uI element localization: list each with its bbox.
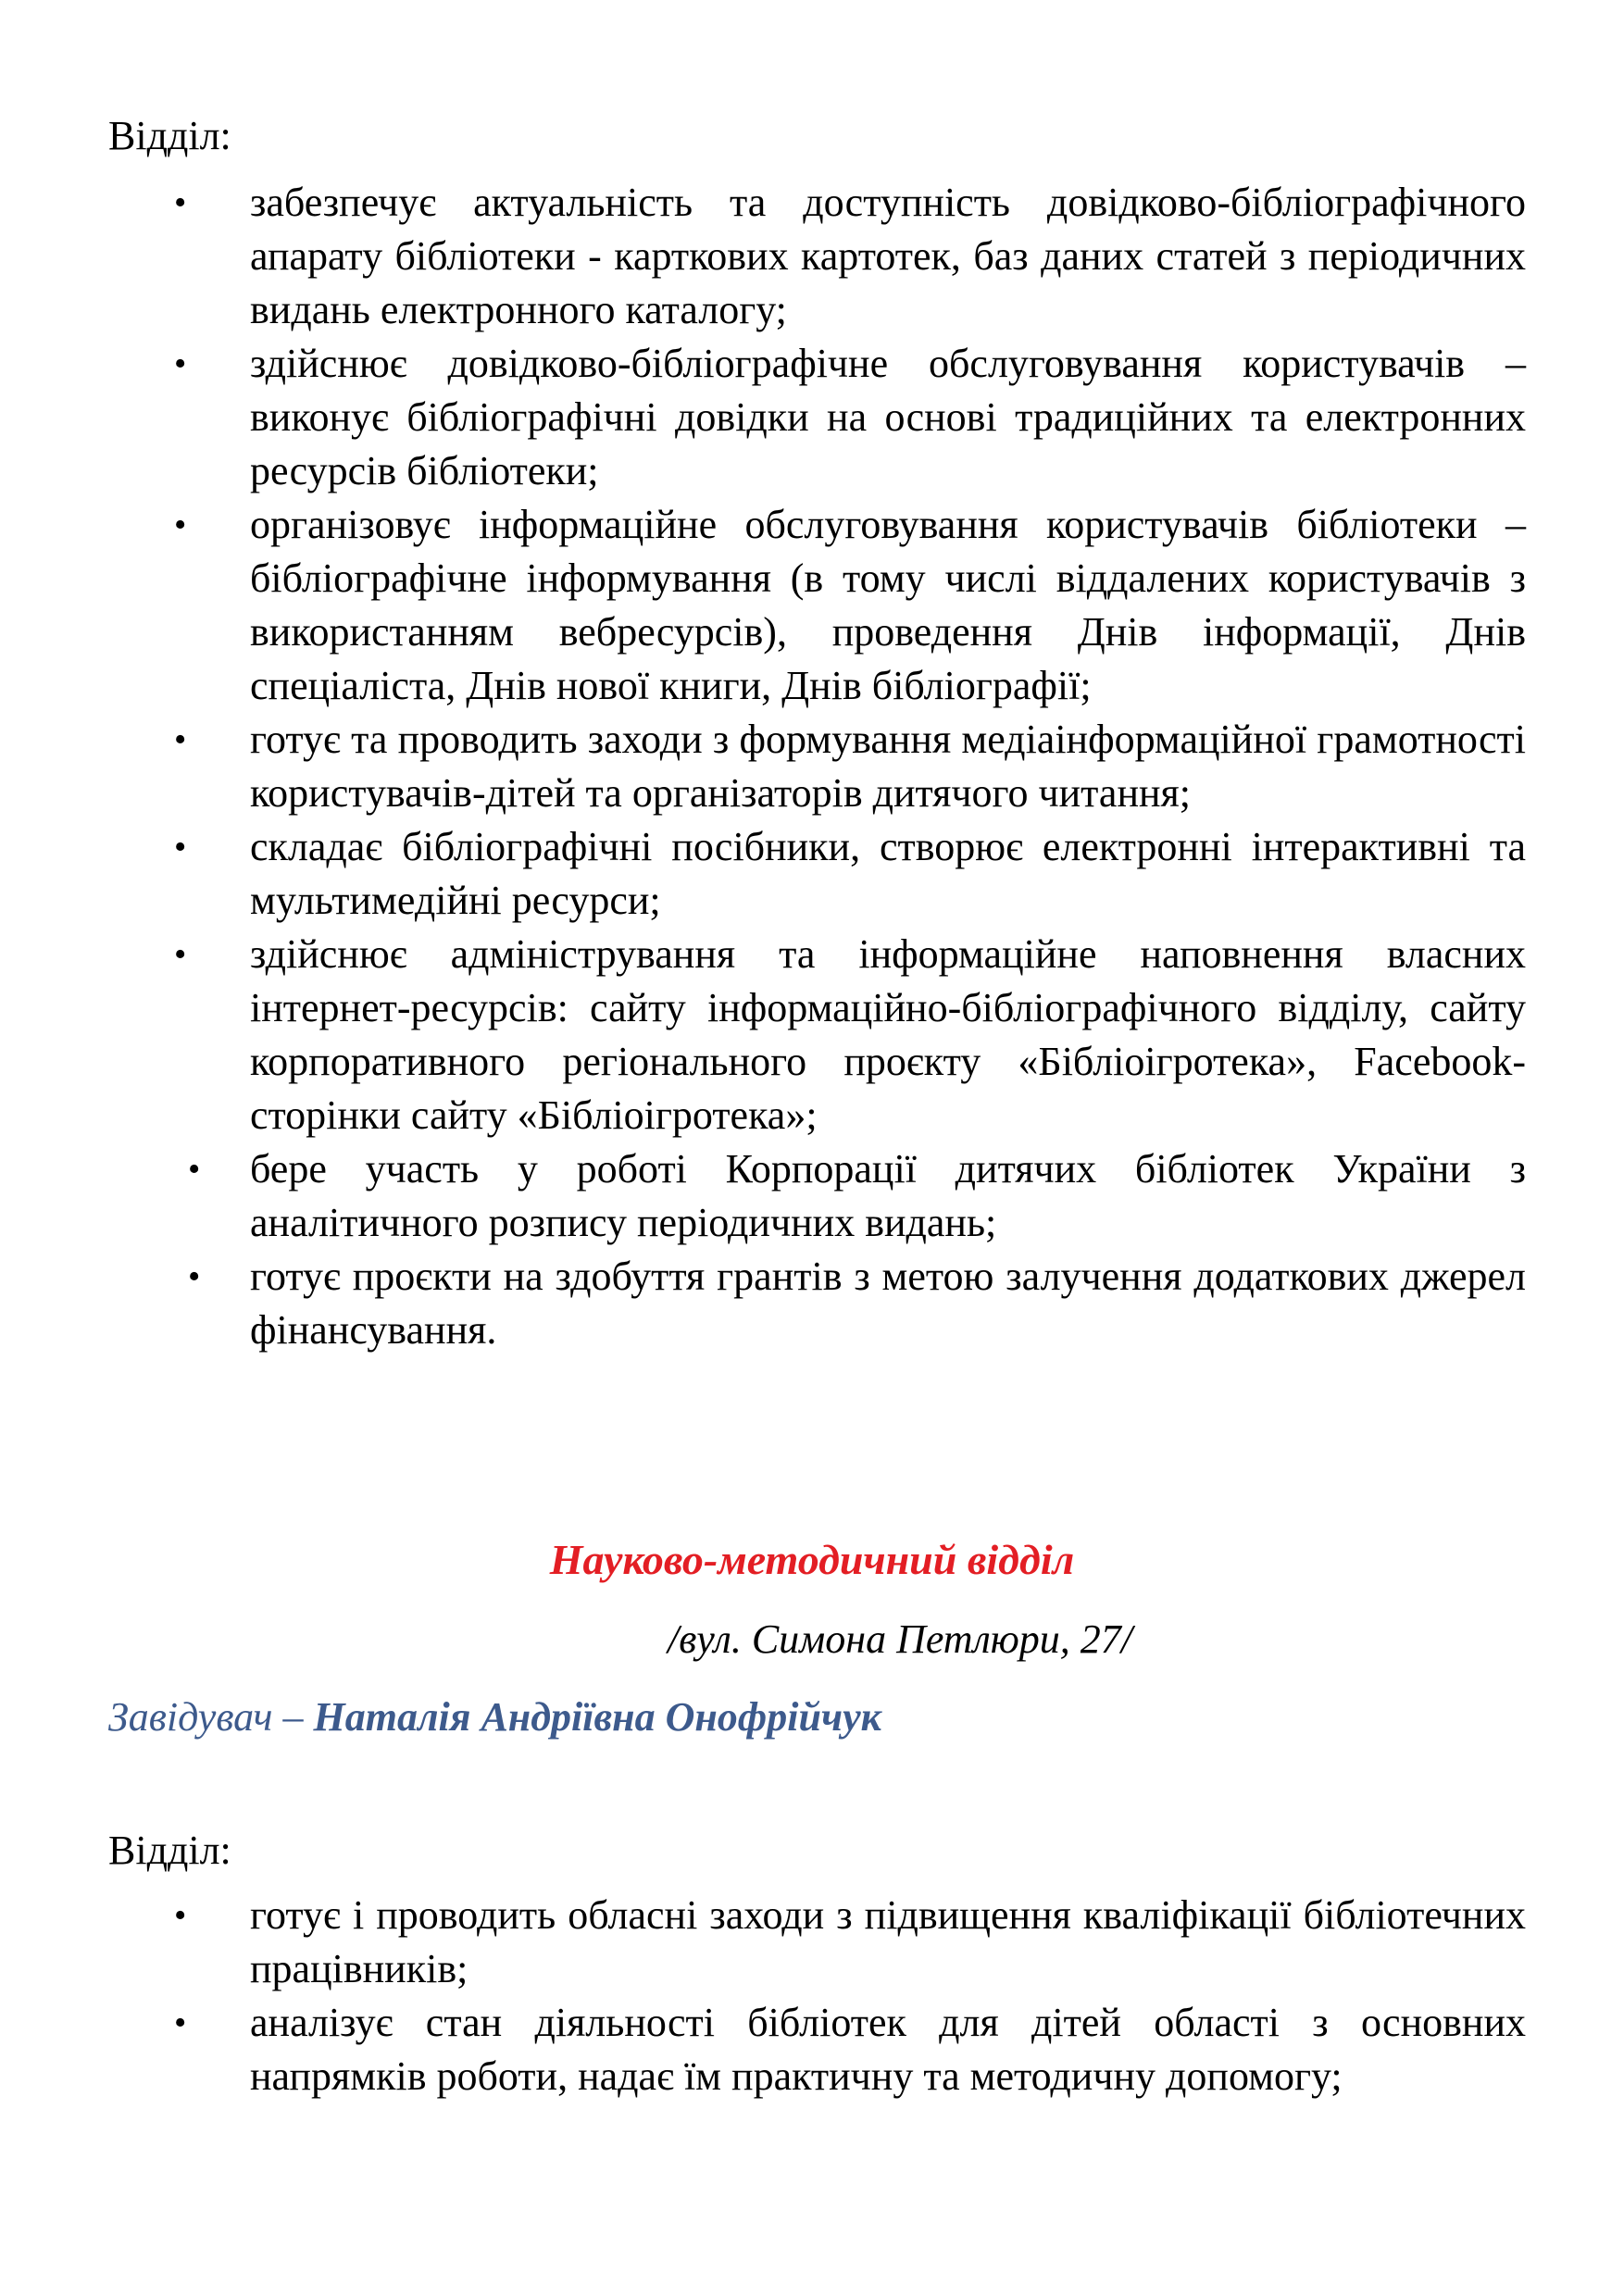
bullet-icon: • bbox=[174, 183, 187, 222]
list-item bbox=[0, 337, 1624, 498]
list-item-text: здійснює довідково-бібліографічне обслуговування користувачів – виконує бібліографічні довідки на основі традиційних та електронних ресурсів бібліотеки; bbox=[250, 341, 1526, 493]
bullet-icon: • bbox=[174, 1896, 187, 1935]
list-item bbox=[0, 713, 1624, 820]
list-item bbox=[0, 1250, 1624, 1357]
list-item bbox=[0, 1142, 1624, 1250]
list-item bbox=[0, 498, 1624, 713]
section1-list bbox=[0, 176, 1624, 1357]
head-name: Наталія Андріївна Онофрійчук bbox=[313, 1694, 881, 1740]
list-item bbox=[0, 176, 1624, 337]
department-address: /вул. Симона Петлюри, 27/ bbox=[667, 1616, 1133, 1662]
list-item-text: складає бібліографічні посібники, створює електронні інтерактивні та мультимедійні ресурси; bbox=[250, 824, 1526, 923]
bullet-icon: • bbox=[174, 720, 187, 759]
bullet-icon: • bbox=[174, 2003, 187, 2042]
bullet-icon: • bbox=[188, 1150, 201, 1189]
list-item bbox=[0, 820, 1624, 928]
list-item-text: забезпечує актуальність та доступність довідково-бібліографічного апарату бібліотеки - карткових картотек, баз даних статей з періодичних видань електронного каталогу; bbox=[250, 180, 1526, 332]
list-item bbox=[0, 1889, 1624, 1996]
list-item-text: бере участь у роботі Корпорації дитячих бібліотек України з аналітичного розпису періодичних видань; bbox=[250, 1146, 1526, 1245]
list-item bbox=[0, 928, 1624, 1142]
list-item-text: готує і проводить обласні заходи з підвищення кваліфікації бібліотечних працівників; bbox=[250, 1892, 1526, 1991]
head-label: Завідувач – bbox=[108, 1694, 314, 1740]
list-item-text: організовує інформаційне обслуговування користувачів бібліотеки – бібліографічне інформування (в тому числі віддалених користувачів з використанням вебресурсів), проведення Днів інформації, Днів спеціаліста, Днів нової книги, Днів бібліографії; bbox=[250, 502, 1526, 708]
section2-list bbox=[0, 1889, 1624, 2103]
bullet-icon: • bbox=[188, 1257, 201, 1296]
list-item-text: готує та проводить заходи з формування медіаінформаційної грамотності користувачів-дітей та організаторів дитячого читання; bbox=[250, 717, 1526, 816]
bullet-icon: • bbox=[174, 828, 187, 867]
bullet-icon: • bbox=[174, 505, 187, 544]
bullet-icon: • bbox=[174, 344, 187, 383]
list-item-text: здійснює адміністрування та інформаційне наповнення власних інтернет-ресурсів: сайту інформаційно-бібліографічного відділу, сайту корпоративного регіонального проєкту «Бібліоігротека», Facebook-сторінки сайту «Бібліоігротека»; bbox=[250, 931, 1526, 1138]
section2-lead: Відділ: bbox=[108, 1828, 231, 1873]
section1-lead: Відділ: bbox=[108, 113, 231, 158]
list-item bbox=[0, 1996, 1624, 2103]
department-head bbox=[108, 1691, 881, 1744]
department-title: Науково-методичний відділ bbox=[549, 1536, 1075, 1583]
bullet-icon: • bbox=[174, 935, 187, 974]
list-item-text: аналізує стан діяльності бібліотек для дітей області з основних напрямків роботи, надає їм практичну та методичну допомогу; bbox=[250, 2000, 1526, 2099]
list-item-text: готує проєкти на здобуття грантів з метою залучення додаткових джерел фінансування. bbox=[250, 1254, 1526, 1353]
